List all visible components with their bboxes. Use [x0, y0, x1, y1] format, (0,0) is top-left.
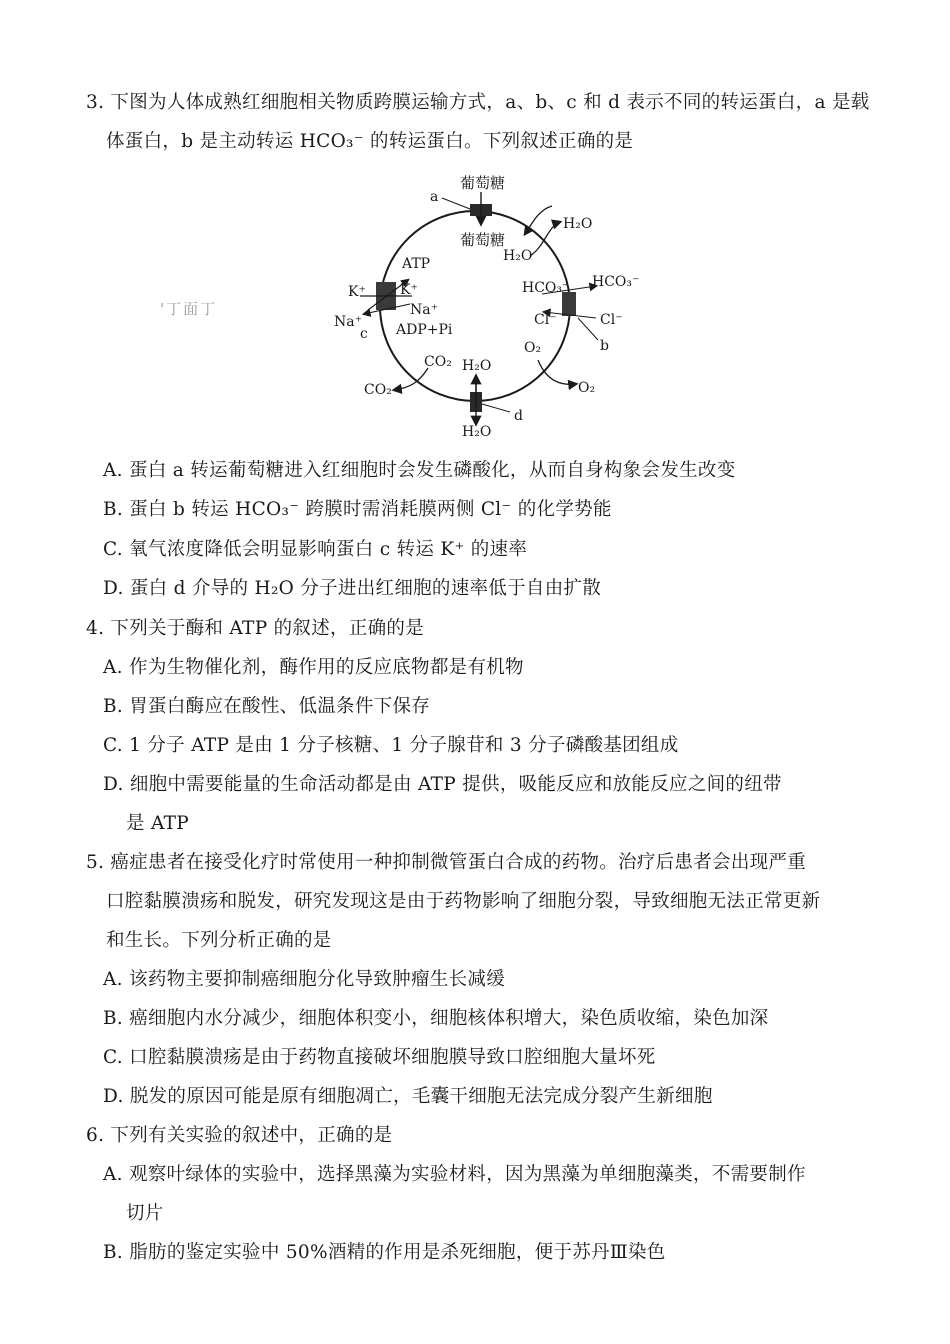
q5-option-a: A. 该药物主要抑制癌细胞分化导致肿瘤生长减缓: [103, 969, 506, 990]
q6-option-a-line1: A. 观察叶绿体的实验中，选择黑藻为实验材料，因为黑藻为单细胞藻类，不需要制作: [103, 1164, 806, 1185]
label-b: b: [600, 338, 609, 354]
q5-option-b: B. 癌细胞内水分减少，细胞体积变小，细胞核体积增大，染色质收缩，染色加深: [103, 1008, 769, 1029]
q3-option-a: A. 蛋白 a 转运葡萄糖进入红细胞时会发生磷酸化，从而自身构象会发生改变: [103, 460, 736, 481]
h2o-arrow-in: [525, 206, 552, 234]
na-outside-label: Na⁺: [334, 314, 362, 330]
q4-option-d-line2: 是 ATP: [126, 813, 190, 834]
label-d: d: [514, 408, 523, 424]
h2o-d-inside-label: H₂O: [462, 358, 492, 374]
membrane-transport-diagram: [320, 168, 650, 450]
co2-inside-label: CO₂: [424, 354, 452, 370]
h2o-inside-label: H₂O: [503, 248, 533, 264]
o2-inside-label: O₂: [524, 340, 542, 356]
cl-inside-label: Cl⁻: [534, 312, 557, 328]
cl-outside-label: Cl⁻: [600, 312, 623, 328]
k-outside-label: K⁺: [348, 284, 366, 300]
q5-option-d: D. 脱发的原因可能是原有细胞凋亡，毛囊干细胞无法完成分裂产生新细胞: [103, 1086, 713, 1107]
label-c: c: [360, 326, 368, 342]
q6-stem: 6. 下列有关实验的叙述中，正确的是: [86, 1125, 393, 1146]
q3-option-d: D. 蛋白 d 介导的 H₂O 分子进出红细胞的速率低于自由扩散: [103, 578, 602, 599]
q4-option-b: B. 胃蛋白酶应在酸性、低温条件下保存: [103, 696, 431, 717]
q4-option-d-line1: D. 细胞中需要能量的生命活动都是由 ATP 提供，吸能反应和放能反应之间的纽带: [103, 774, 782, 795]
q3-option-b: B. 蛋白 b 转运 HCO₃⁻ 跨膜时需消耗膜两侧 Cl⁻ 的化学势能: [103, 499, 612, 520]
q4-stem: 4. 下列关于酶和 ATP 的叙述，正确的是: [86, 618, 425, 639]
q4-option-a: A. 作为生物催化剂，酶作用的反应底物都是有机物: [103, 657, 524, 678]
k-inside-label: K⁺: [400, 282, 418, 298]
atp-label: ATP: [402, 256, 431, 272]
scan-smudge: '丁面丁: [160, 300, 218, 318]
q3-stem-line2: 体蛋白，b 是主动转运 HCO₃⁻ 的转运蛋白。下列叙述正确的是: [106, 131, 634, 152]
h2o-outside-label: H₂O: [563, 216, 593, 232]
o2-outside-label: O₂: [578, 380, 596, 396]
q6-option-a-line2: 切片: [126, 1203, 164, 1224]
q5-stem-line2: 口腔黏膜溃疡和脱发，研究发现这是由于药物影响了细胞分裂，导致细胞无法正常更新: [106, 891, 821, 912]
q3-stem-line1: 3. 下图为人体成熟红细胞相关物质跨膜运输方式，a、b、c 和 d 表示不同的转运蛋白，a 是载: [86, 92, 870, 113]
q4-option-c: C. 1 分子 ATP 是由 1 分子核糖、1 分子腺苷和 3 分子磷酸基团组成: [103, 735, 679, 756]
label-a: a: [430, 189, 439, 205]
co2-outside-label: CO₂: [364, 382, 392, 398]
hco3-inside-label: HCO₃⁻: [522, 280, 570, 296]
h2o-arrow-out: [530, 222, 560, 256]
q3-option-c: C. 氧气浓度降低会明显影响蛋白 c 转运 K⁺ 的速率: [103, 539, 528, 560]
q6-option-b: B. 脂肪的鉴定实验中 50%酒精的作用是杀死细胞，便于苏丹Ⅲ染色: [103, 1242, 666, 1263]
glucose-outside-label: 葡萄糖: [460, 174, 506, 192]
protein-a: [442, 192, 492, 224]
glucose-inside-label: 葡萄糖: [460, 231, 506, 249]
hco3-outside-label: HCO₃⁻: [592, 274, 640, 290]
h2o-d-outside-label: H₂O: [462, 424, 492, 440]
na-inside-label: Na⁺: [410, 302, 438, 318]
q5-option-c: C. 口腔黏膜溃疡是由于药物直接破坏细胞膜导致口腔细胞大量坏死: [103, 1047, 656, 1068]
adp-label: ADP+Pi: [396, 322, 453, 338]
co2-arrow: [394, 368, 428, 390]
q5-stem-line3: 和生长。下列分析正确的是: [106, 930, 332, 951]
q5-stem-line1: 5. 癌症患者在接受化疗时常使用一种抑制微管蛋白合成的药物。治疗后患者会出现严重: [86, 852, 807, 873]
